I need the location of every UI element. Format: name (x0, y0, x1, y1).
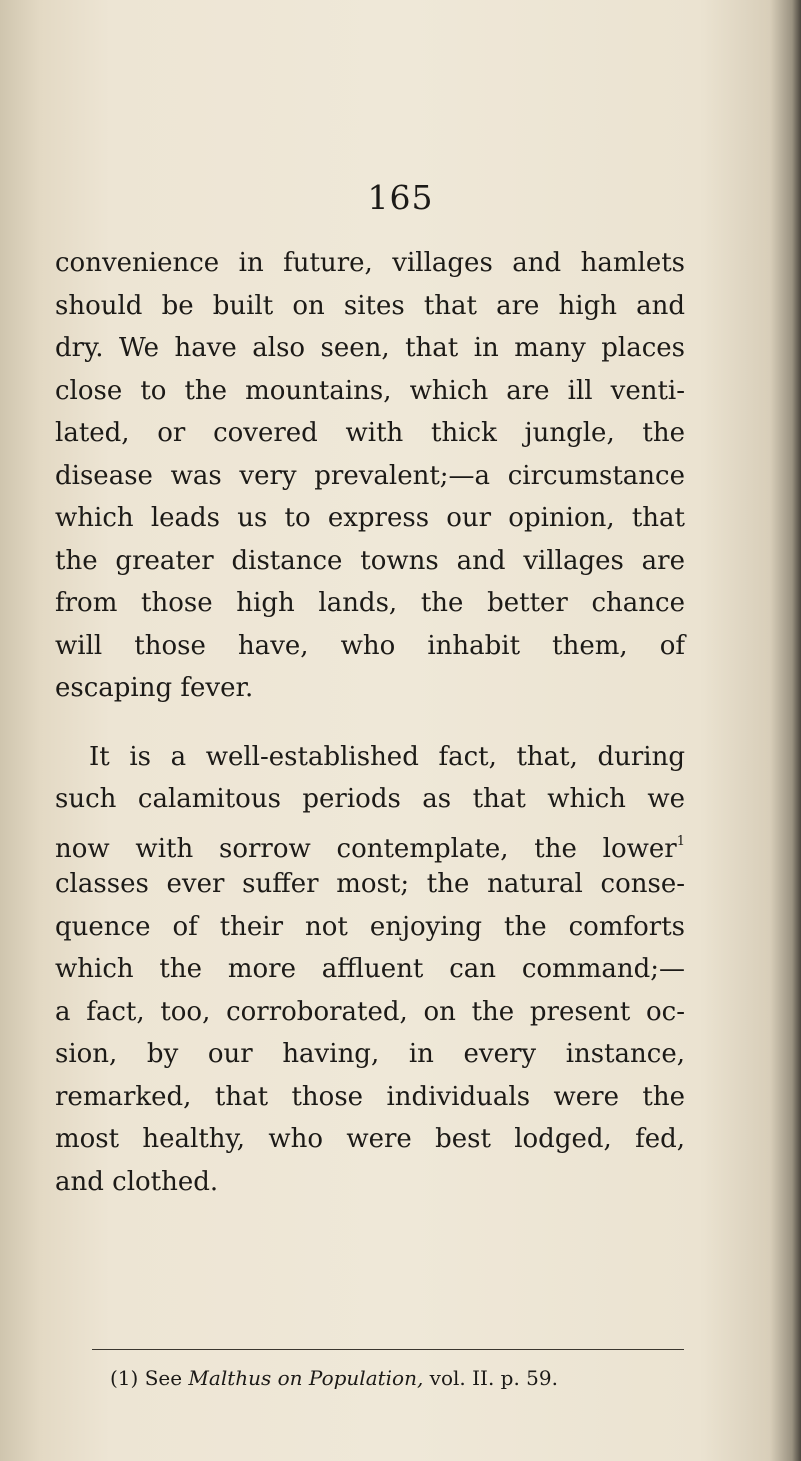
text-line: sion, by our having, in every instance, (55, 1039, 685, 1069)
text-line: should be built on sites that are high and (55, 290, 685, 321)
text-line: disease was very prevalent;—a circumstance (55, 460, 685, 491)
footnote-reference: vol. II. p. 59. (423, 1366, 558, 1390)
text-line: close to the mountains, which are ill venti- (55, 375, 685, 406)
page-number: 165 (367, 178, 434, 217)
body-text (55, 242, 685, 1203)
text-line: most healthy, who were best lodged, fed, (55, 1124, 685, 1154)
text-line: lated, or covered with thick jungle, the (55, 418, 685, 448)
text-line: such calamitous periods as that which we (55, 784, 685, 814)
text-line: the greater distance towns and villages are (55, 545, 685, 576)
text-line: will those have, who inhabit them, of (55, 630, 685, 661)
text-line-with-footnote (55, 821, 685, 864)
text-line: which leads us to express our opinion, that (55, 503, 685, 533)
text-line: It is a well-established fact, that, during (89, 741, 685, 772)
paragraph-gap (55, 710, 685, 736)
text-line: classes ever suffer most; the natural conse- (55, 869, 685, 899)
text-line: a fact, too, corroborated, on the present oc- (55, 996, 685, 1027)
text-line: from those high lands, the better chance (55, 588, 685, 618)
text-line: which the more affluent can command;— (55, 954, 685, 984)
text-line-content: now with sorrow contemplate, the lower (55, 833, 677, 864)
footnote-title: Malthus on Population, (188, 1366, 424, 1390)
text-line: and clothed. (55, 1166, 219, 1197)
footnote (110, 1366, 558, 1390)
text-line: dry. We have also seen, that in many places (55, 333, 685, 363)
text-line: convenience in future, villages and hamlets (55, 248, 685, 278)
footnote-marker: 1 (676, 833, 685, 849)
footnote-divider (92, 1349, 684, 1350)
text-line: escaping fever. (55, 673, 254, 703)
text-line: quence of their not enjoying the comforts (55, 911, 685, 942)
footnote-number: (1) See (110, 1366, 189, 1390)
text-line: remarked, that those individuals were the (55, 1081, 685, 1112)
